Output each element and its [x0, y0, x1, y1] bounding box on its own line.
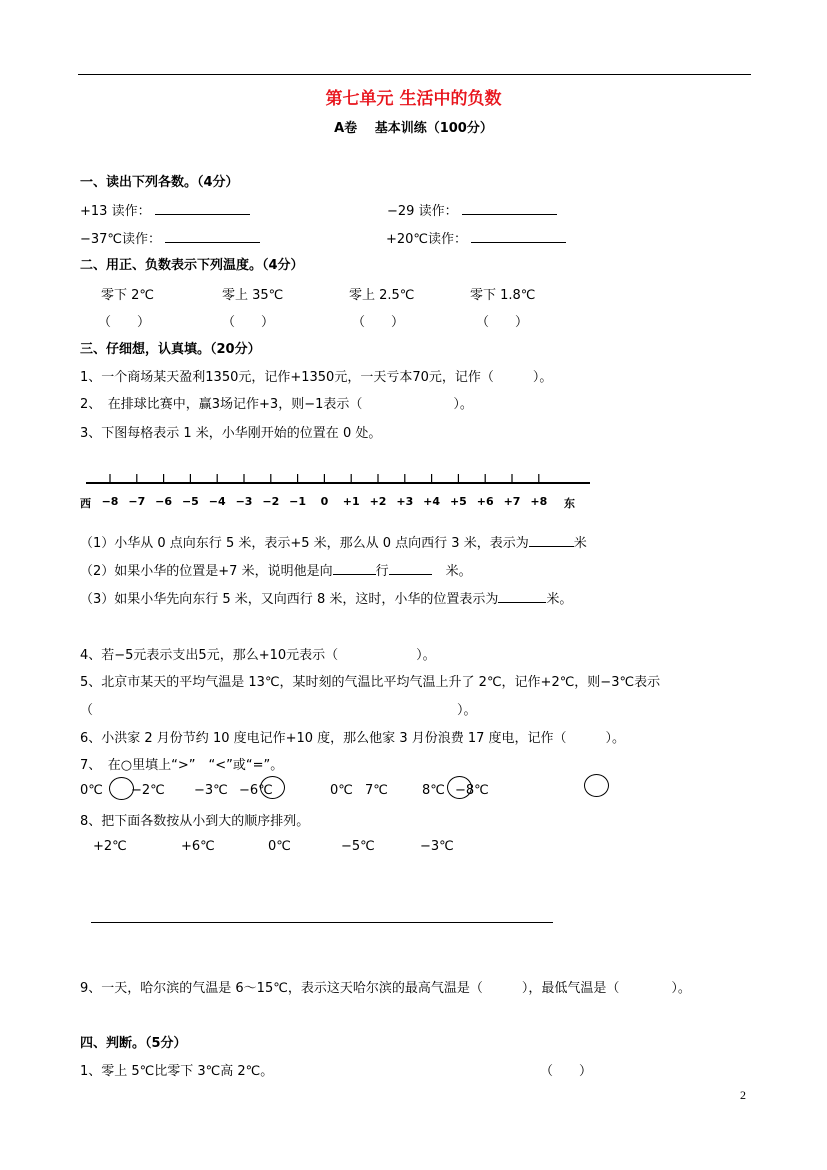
- compare-value: 7℃: [365, 783, 388, 798]
- question-3-2: 2、 在排球比赛中，赢3场记作+3，则−1表示（ ）。: [80, 397, 473, 412]
- answer-blank[interactable]: [462, 202, 557, 215]
- order-item: +2℃: [93, 839, 127, 854]
- judge-question-1: 1、零上 5℃比零下 3℃高 2℃。: [80, 1064, 274, 1079]
- question-3-6: 6、小洪家 2 月份节约 10 度电记作+10 度，那么他家 3 月份浪费 17 度电，记作（ ）。: [80, 731, 626, 746]
- compare-value: 0℃: [80, 783, 103, 798]
- page-subtitle: A卷 基本训练（100分）: [334, 121, 493, 136]
- bracket-3[interactable]: （ ）: [352, 315, 405, 330]
- number-line-tick-label: −6: [155, 495, 173, 508]
- question-3-8: 8、把下面各数按从小到大的顺序排列。: [80, 814, 310, 829]
- question-3-1: 1、一个商场某天盈利1350元，记作+1350元，一天亏本70元，记作（ ）。: [80, 370, 553, 385]
- answer-blank[interactable]: [389, 562, 432, 575]
- temp-3: 零上 2.5℃: [349, 288, 415, 303]
- number-line-tick-label: +1: [342, 495, 360, 508]
- section-2-heading: 二、用正、负数表示下列温度。（4分）: [80, 258, 304, 273]
- question-3-3-3: （3）如果小华先向东行 5 米，又向西行 8 米，这时，小华的位置表示为 米。: [80, 592, 573, 607]
- compare-value: 0℃: [330, 783, 353, 798]
- temp-2: 零上 35℃: [222, 288, 284, 303]
- section-3-heading: 三、仔细想，认真填。（20分）: [80, 342, 261, 357]
- order-item: −5℃: [341, 839, 375, 854]
- order-answer-line[interactable]: [91, 922, 553, 923]
- question-3-4: 4、若−5元表示支出5元，那么+10元表示（ ）。: [80, 648, 436, 663]
- number-line-tick-label: +5: [449, 495, 467, 508]
- compare-circle[interactable]: [260, 776, 285, 799]
- question-3-9: 9、一天，哈尔滨的气温是 6～15℃，表示这天哈尔滨的最高气温是（ ），最低气温是（ ）。: [80, 981, 691, 996]
- number-line-tick-label: +6: [476, 495, 494, 508]
- number-line-tick-label: −3: [235, 495, 253, 508]
- question-3-7: 7、 在○里填上“>” “<”或“=”。: [80, 758, 284, 773]
- section-4-heading: 四、判断。（5分）: [80, 1036, 187, 1051]
- page-number: 2: [740, 1088, 746, 1102]
- read-item-1: +13 读作：: [80, 200, 250, 219]
- number-line-tick-label: −1: [289, 495, 307, 508]
- number-line-tick-label: +8: [530, 495, 548, 508]
- number-line-tick-label: −8: [101, 495, 119, 508]
- answer-blank[interactable]: [529, 534, 574, 547]
- read-item-2: −29 读作：: [387, 200, 557, 219]
- header-rule: [78, 74, 751, 75]
- question-3-5-bracket[interactable]: （ ）。: [80, 703, 477, 718]
- question-3-3-1: （1）小华从 0 点向东行 5 米，表示+5 米，那么从 0 点向西行 3 米，表示为 米: [80, 536, 587, 551]
- east-label: 东: [564, 497, 575, 510]
- judge-bracket-1[interactable]: （ ）: [540, 1064, 593, 1079]
- order-item: 0℃: [268, 839, 291, 854]
- number-line-tick-label: +3: [396, 495, 414, 508]
- compare-value: −3℃: [194, 783, 228, 798]
- page-title: 第七单元 生活中的负数: [325, 89, 502, 109]
- answer-blank[interactable]: [498, 590, 546, 603]
- read-item-3: −37℃读作：: [80, 228, 260, 247]
- question-3-5: 5、北京市某天的平均气温是 13℃，某时刻的气温比平均气温上升了 2℃，记作+2℃，则−3℃表示: [80, 675, 661, 690]
- number-line-tick-label: −4: [208, 495, 226, 508]
- temp-1: 零下 2℃: [101, 288, 155, 303]
- order-item: +6℃: [181, 839, 215, 854]
- section-1-heading: 一、读出下列各数。（4分）: [80, 175, 239, 190]
- bracket-1[interactable]: （ ）: [98, 315, 151, 330]
- compare-value: −6℃: [239, 783, 273, 798]
- number-line-tick-label: 0: [320, 495, 329, 508]
- number-line-tick-label: −5: [181, 495, 199, 508]
- compare-value: −8℃: [455, 783, 489, 798]
- question-3-3: 3、下图每格表示 1 米，小华刚开始的位置在 0 处。: [80, 426, 382, 441]
- compare-value: 8℃: [422, 783, 445, 798]
- number-line-tick-label: −2: [262, 495, 280, 508]
- question-3-3-2: （2）如果小华的位置是+7 米，说明他是向 行 米。: [80, 564, 472, 579]
- west-label: 西: [80, 497, 91, 510]
- bracket-2[interactable]: （ ）: [222, 315, 275, 330]
- compare-circle[interactable]: [584, 774, 609, 797]
- answer-blank[interactable]: [155, 202, 250, 215]
- number-line-tick-label: −7: [128, 495, 146, 508]
- order-item: −3℃: [420, 839, 454, 854]
- number-line-tick-label: +7: [503, 495, 521, 508]
- answer-blank[interactable]: [333, 562, 376, 575]
- temp-4: 零下 1.8℃: [470, 288, 536, 303]
- read-item-4: +20℃读作：: [386, 228, 566, 247]
- number-line-tick-label: +2: [369, 495, 387, 508]
- bracket-4[interactable]: （ ）: [476, 315, 529, 330]
- number-line: [78, 464, 598, 514]
- answer-blank[interactable]: [471, 230, 566, 243]
- compare-value: −2℃: [131, 783, 165, 798]
- answer-blank[interactable]: [165, 230, 260, 243]
- number-line-tick-label: +4: [423, 495, 441, 508]
